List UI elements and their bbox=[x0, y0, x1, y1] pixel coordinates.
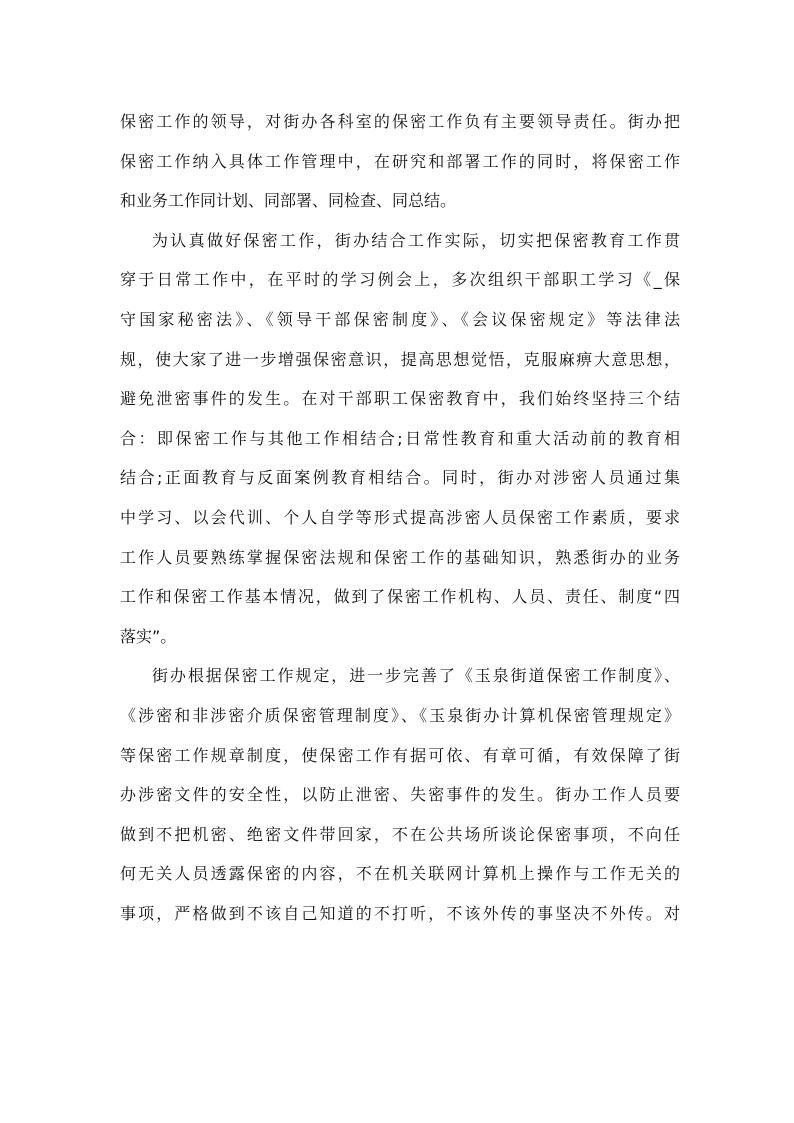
body-text bbox=[120, 102, 680, 933]
text-line: 保密工作纳入具体工作管理中，在研究和部署工作的同时，将保密工作 bbox=[120, 151, 680, 171]
text-line: 穿于日常工作中，在平时的学习例会上，多次组织干部职工学习《_保 bbox=[120, 270, 680, 290]
text-line: 结合;正面教育与反面案例教育相结合。同时，街办对涉密人员通过集 bbox=[120, 468, 680, 488]
text-line: 工作和保密工作基本情况，做到了保密工作机构、人员、责任、制度“四 bbox=[120, 587, 680, 607]
paragraph-start-line: 街办根据保密工作规定，进一步完善了《玉泉街道保密工作制度》、 bbox=[152, 666, 680, 686]
paragraph-end-line: 落实”。 bbox=[120, 626, 177, 646]
text-line: 守国家秘密法》、《领导干部保密制度》、《会议保密规定》等法律法 bbox=[120, 309, 680, 329]
paragraph-end-line: 和业务工作同计划、同部署、同检查、同总结。 bbox=[120, 191, 457, 211]
text-line: 办涉密文件的安全性，以防止泄密、失密事件的发生。街办工作人员要 bbox=[120, 785, 680, 805]
text-line: 规，使大家了进一步增强保密意识，提高思想觉悟，克服麻痹大意思想， bbox=[120, 349, 680, 369]
text-line: 《涉密和非涉密介质保密管理制度》、《玉泉街办计算机保密管理规定》 bbox=[120, 705, 680, 725]
text-line: 合：即保密工作与其他工作相结合;日常性教育和重大活动前的教育相 bbox=[120, 428, 680, 448]
text-line: 等保密工作规章制度，使保密工作有据可依、有章可循，有效保障了街 bbox=[120, 745, 680, 765]
text-line: 事项，严格做到不该自己知道的不打听，不该外传的事坚决不外传。对 bbox=[120, 903, 680, 923]
text-line: 避免泄密事件的发生。在对干部职工保密教育中，我们始终坚持三个结 bbox=[120, 389, 680, 409]
text-line: 工作人员要熟练掌握保密法规和保密工作的基础知识，熟悉街办的业务 bbox=[120, 547, 680, 567]
text-line: 中学习、以会代训、个人自学等形式提高涉密人员保密工作素质，要求 bbox=[120, 507, 680, 527]
text-line: 何无关人员透露保密的内容，不在机关联网计算机上操作与工作无关的 bbox=[120, 864, 680, 884]
paragraph-start-line: 为认真做好保密工作，街办结合工作实际，切实把保密教育工作贯 bbox=[152, 230, 680, 250]
text-line: 保密工作的领导，对街办各科室的保密工作负有主要领导责任。街办把 bbox=[120, 112, 680, 131]
text-line: 做到不把机密、绝密文件带回家，不在公共场所谈论保密事项，不向任 bbox=[120, 824, 680, 844]
